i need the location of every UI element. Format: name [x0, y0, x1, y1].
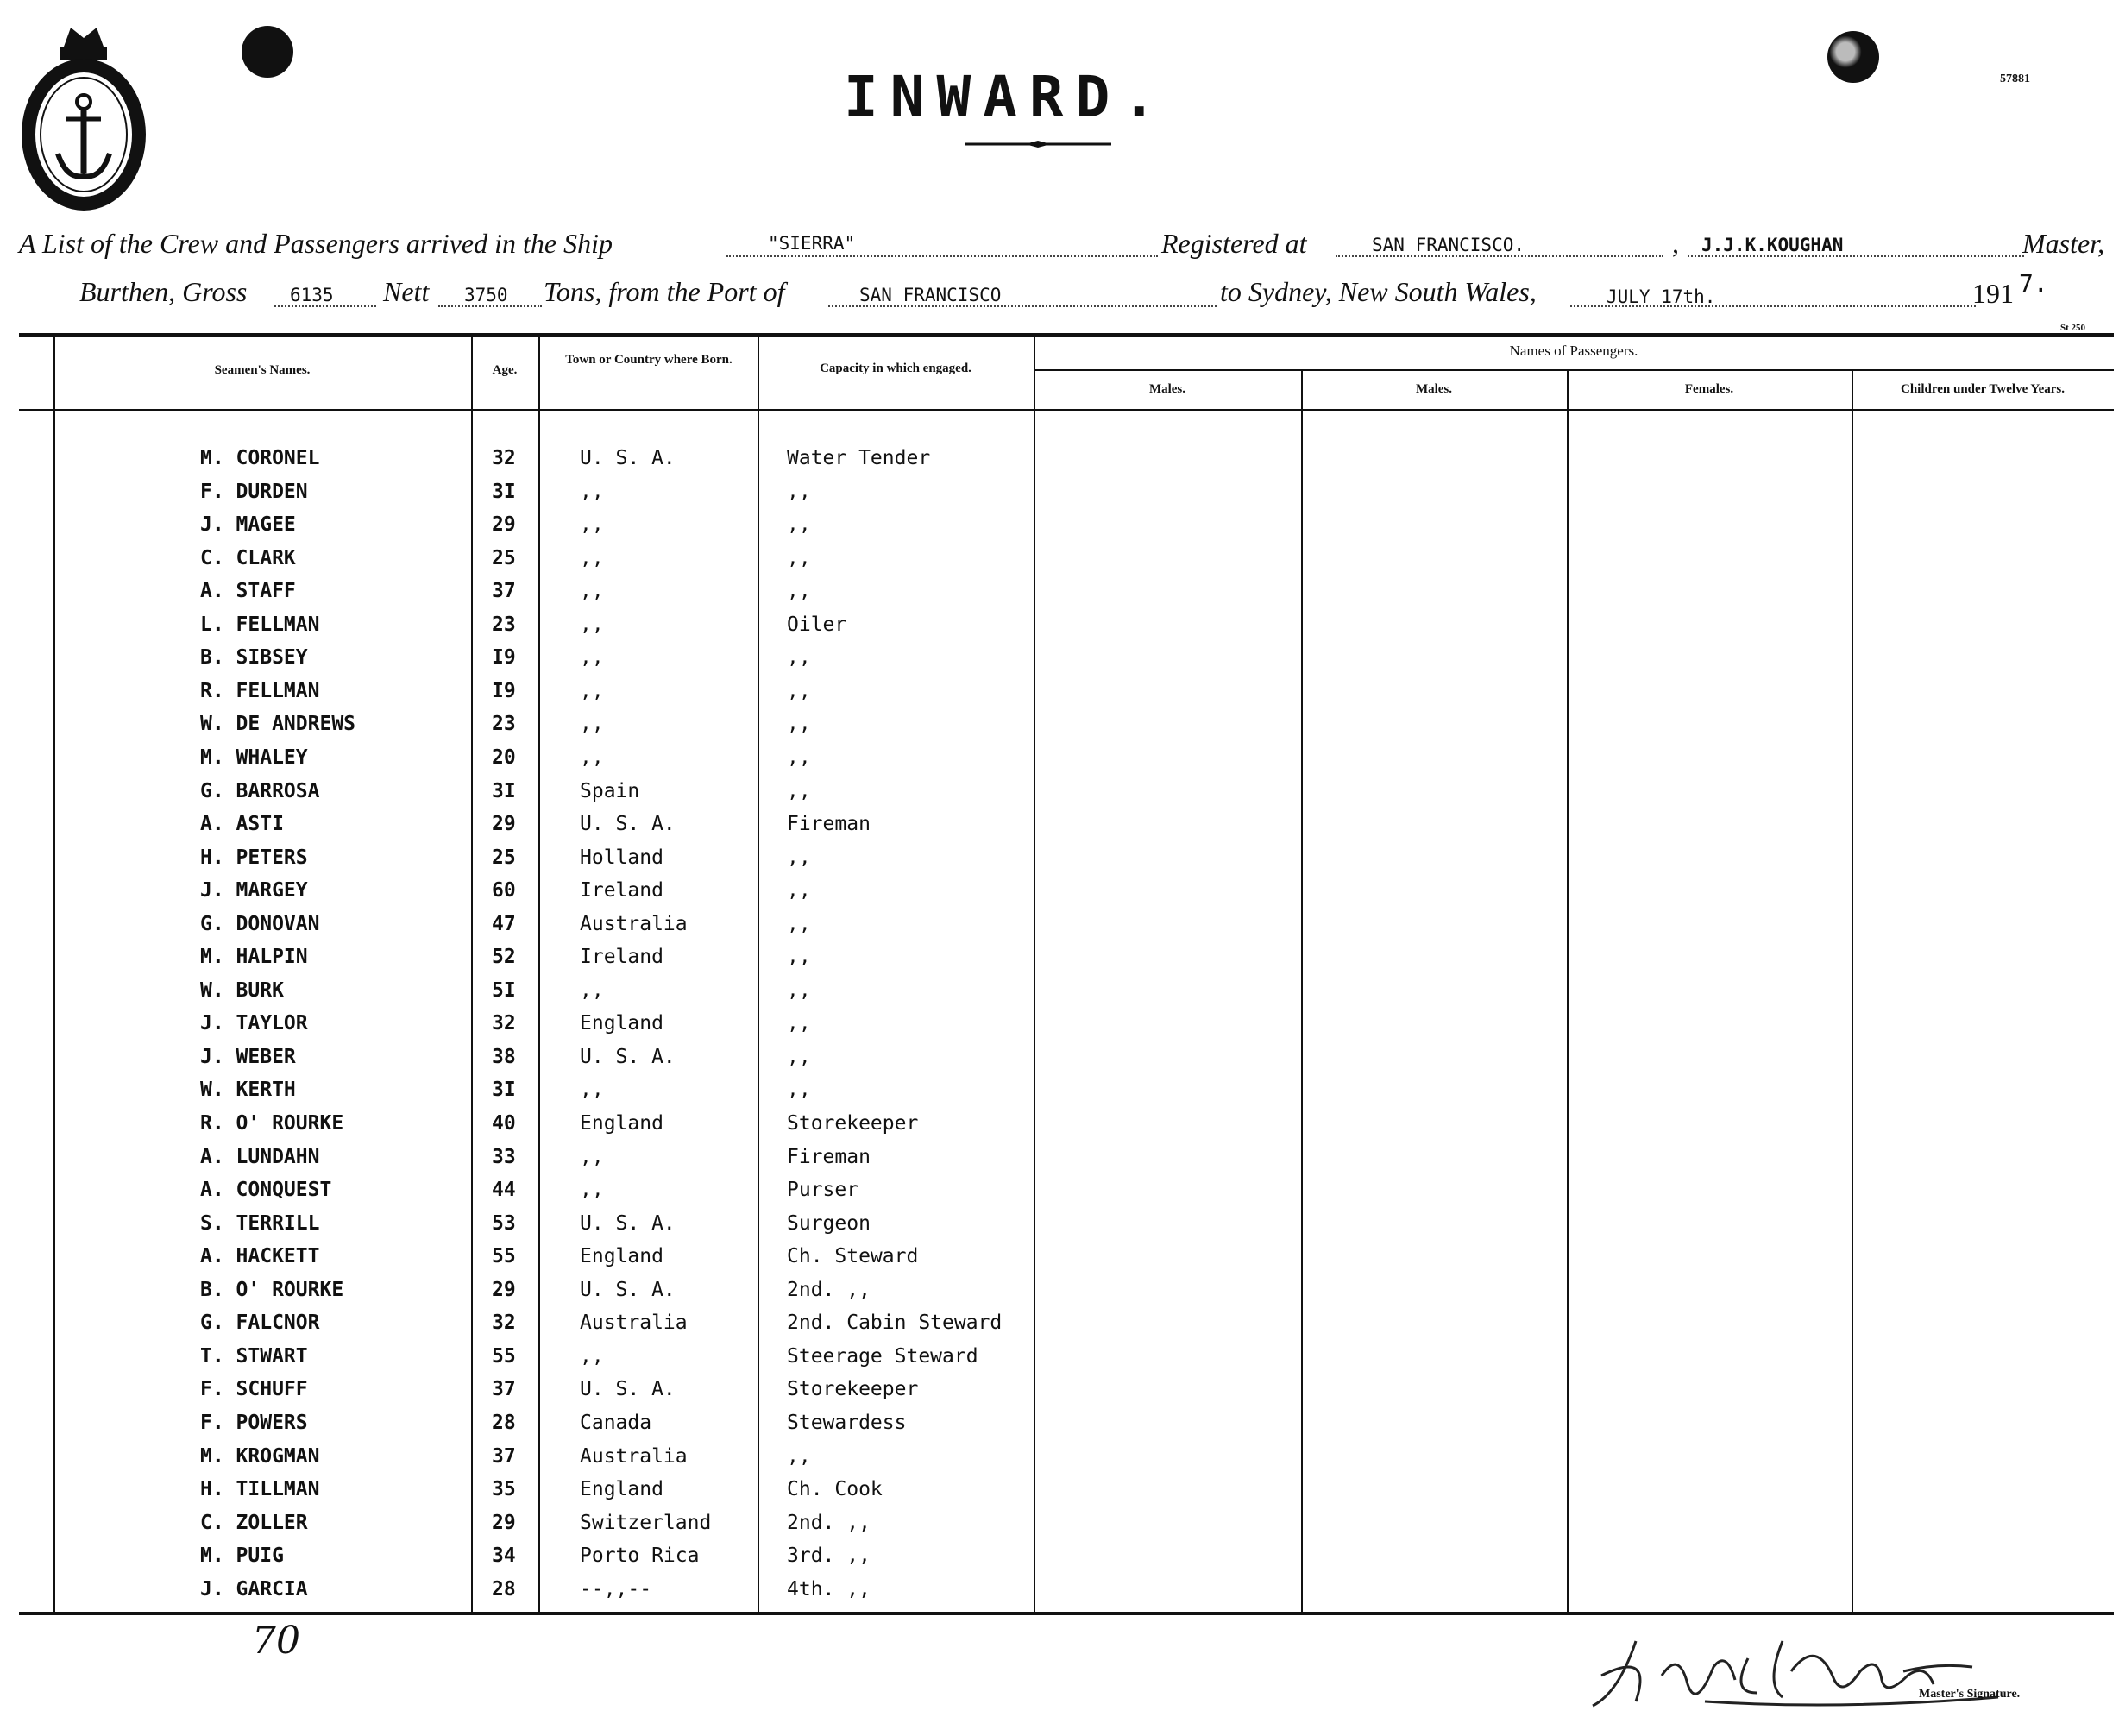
crew-born: ,,: [580, 713, 604, 735]
crew-age: 3I: [492, 481, 516, 503]
nett-label: Nett: [383, 276, 430, 307]
crew-name: J. WEBER: [200, 1046, 296, 1068]
port-dotted-line: [1336, 255, 1663, 257]
crew-name: R. O' ROURKE: [200, 1112, 344, 1135]
crew-capacity: Storekeeper: [787, 1378, 919, 1400]
crew-capacity: 3rd. ,,: [787, 1544, 871, 1567]
crew-name: G. FALCNOR: [200, 1311, 320, 1334]
crew-capacity: 4th. ,,: [787, 1578, 871, 1601]
crew-age: 29: [492, 1512, 516, 1534]
crew-age: 37: [492, 580, 516, 602]
col-line-7: [1567, 371, 1569, 1613]
crew-capacity: ,,: [787, 780, 811, 802]
crew-age: 32: [492, 1311, 516, 1334]
header-children: Children under Twelve Years.: [1900, 382, 2065, 396]
col-line-5: [1034, 335, 1035, 1613]
header-males-1: Males.: [1148, 382, 1186, 396]
crew-name: F. DURDEN: [200, 481, 308, 503]
crew-age: 52: [492, 946, 516, 968]
crew-age: I9: [492, 646, 516, 669]
col-line-8: [1852, 371, 1853, 1613]
crew-age: 47: [492, 913, 516, 935]
col-line-6: [1301, 371, 1303, 1613]
crew-name: A. CONQUEST: [200, 1179, 332, 1201]
crew-age: 23: [492, 713, 516, 735]
crew-born: England: [580, 1112, 663, 1135]
title-ornament: [965, 136, 1111, 142]
header-age: Age.: [492, 363, 518, 377]
crew-born: Australia: [580, 1311, 688, 1334]
crew-name: C. ZOLLER: [200, 1512, 308, 1534]
crew-born: ,,: [580, 613, 604, 636]
signature-scribble: [1584, 1624, 2033, 1719]
crew-name: H. TILLMAN: [200, 1478, 320, 1500]
crew-age: 32: [492, 1012, 516, 1035]
header-seamens-names: Seamen's Names.: [214, 363, 311, 377]
crew-capacity: ,,: [787, 913, 811, 935]
col-line-2: [471, 335, 473, 1613]
crew-name: W. KERTH: [200, 1079, 296, 1101]
crew-name: M. WHALEY: [200, 746, 308, 769]
crew-born: U. S. A.: [580, 1279, 676, 1301]
masters-signature-label: Master's Signature.: [1919, 1688, 2021, 1701]
year-suffix: 7.: [2019, 269, 2048, 298]
crew-age: 25: [492, 547, 516, 569]
crew-name: S. TERRILL: [200, 1212, 320, 1235]
master-signature: [1584, 1624, 2033, 1719]
crew-capacity: Storekeeper: [787, 1112, 919, 1135]
crew-born: ,,: [580, 1345, 604, 1368]
registered-label: Registered at: [1161, 228, 1307, 259]
punch-hole-left: [242, 26, 293, 78]
crew-capacity: ,,: [787, 979, 811, 1002]
crew-age: 60: [492, 879, 516, 902]
intro-line1-prefix: A List of the Crew and Passengers arrived in the Ship: [19, 228, 613, 259]
crew-capacity: Ch. Steward: [787, 1245, 919, 1267]
crew-name: J. GARCIA: [200, 1578, 308, 1601]
crew-capacity: 2nd. ,,: [787, 1279, 871, 1301]
crew-capacity: ,,: [787, 1012, 811, 1035]
crew-capacity: Fireman: [787, 813, 871, 835]
crew-capacity: ,,: [787, 879, 811, 902]
crew-born: ,,: [580, 1179, 604, 1201]
crew-born: ,,: [580, 481, 604, 503]
to-sydney-label: to Sydney, New South Wales,: [1220, 276, 1537, 307]
crew-name: A. HACKETT: [200, 1245, 320, 1267]
from-port-dotted-line: [828, 305, 1217, 307]
crew-capacity: ,,: [787, 547, 811, 569]
crew-name: C. CLARK: [200, 547, 296, 569]
crew-capacity: Surgeon: [787, 1212, 871, 1235]
crew-age: 32: [492, 447, 516, 469]
crew-born: Canada: [580, 1412, 652, 1434]
crew-name: F. POWERS: [200, 1412, 308, 1434]
crew-born: U. S. A.: [580, 1046, 676, 1068]
crew-capacity: Steerage Steward: [787, 1345, 978, 1368]
crew-born: U. S. A.: [580, 813, 676, 835]
ship-name: "SIERRA": [768, 233, 856, 254]
punch-hole-right: [1827, 31, 1879, 83]
crew-born: ,,: [580, 680, 604, 702]
crew-capacity: Oiler: [787, 613, 847, 636]
header-capacity: Capacity in which engaged.: [820, 362, 971, 375]
crew-capacity: ,,: [787, 481, 811, 503]
crew-name: J. MARGEY: [200, 879, 308, 902]
header-names-of-passengers: Names of Passengers.: [1509, 343, 1638, 359]
crew-born: --,,--: [580, 1578, 652, 1601]
col-line-3: [538, 335, 540, 1613]
crew-capacity: ,,: [787, 846, 811, 869]
crew-age: 29: [492, 1279, 516, 1301]
crew-name: A. LUNDAHN: [200, 1146, 320, 1168]
crew-capacity: ,,: [787, 946, 811, 968]
crew-born: England: [580, 1478, 663, 1500]
crew-name: B. O' ROURKE: [200, 1279, 344, 1301]
reference-number: 57881: [2000, 72, 2030, 85]
crew-born: Ireland: [580, 879, 663, 902]
crew-name: G. DONOVAN: [200, 913, 320, 935]
crew-born: U. S. A.: [580, 1212, 676, 1235]
crew-age: 44: [492, 1179, 516, 1201]
table-top-rule: [19, 333, 2114, 337]
crew-born: England: [580, 1245, 663, 1267]
gross-dotted-line: [274, 305, 376, 307]
crew-name: G. BARROSA: [200, 780, 320, 802]
crew-born: ,,: [580, 547, 604, 569]
crew-capacity: ,,: [787, 1445, 811, 1468]
crew-age: 5I: [492, 979, 516, 1002]
crew-age: 53: [492, 1212, 516, 1235]
gross-tons: 6135: [290, 285, 334, 305]
nett-tons: 3750: [464, 285, 508, 305]
crew-capacity: ,,: [787, 1046, 811, 1068]
crew-name: M. CORONEL: [200, 447, 320, 469]
crew-capacity: Stewardess: [787, 1412, 907, 1434]
col-line-4: [758, 335, 759, 1613]
master-name: J.J.K.KOUGHAN: [1701, 235, 1844, 255]
crew-age: 29: [492, 513, 516, 536]
header-born: Town or Country where Born.: [565, 353, 733, 367]
crew-name: W. BURK: [200, 979, 284, 1002]
crew-born: ,,: [580, 979, 604, 1002]
tons-from-label: Tons, from the Port of: [544, 276, 785, 307]
crew-age: 23: [492, 613, 516, 636]
crew-born: ,,: [580, 1079, 604, 1101]
crew-born: ,,: [580, 746, 604, 769]
crew-age: 35: [492, 1478, 516, 1500]
form-code: St 250: [2060, 323, 2086, 333]
crew-age: 3I: [492, 1079, 516, 1101]
crew-capacity: Ch. Cook: [787, 1478, 883, 1500]
crew-age: 40: [492, 1112, 516, 1135]
page-title: INWARD.: [844, 64, 1169, 130]
crew-capacity: 2nd. Cabin Steward: [787, 1311, 1003, 1334]
svg-text:John J K Koughan: John J K Koughan: [1593, 1624, 1608, 1625]
header-bottom-rule: [19, 409, 2114, 411]
crew-age: 25: [492, 846, 516, 869]
crew-capacity: Fireman: [787, 1146, 871, 1168]
crew-capacity: ,,: [787, 513, 811, 536]
crew-age: 34: [492, 1544, 516, 1567]
total-note: 70: [252, 1619, 300, 1663]
comma: ,: [1672, 228, 1679, 259]
crew-born: U. S. A.: [580, 447, 676, 469]
crew-age: 3I: [492, 780, 516, 802]
crew-name: H. PETERS: [200, 846, 308, 869]
crew-age: 28: [492, 1578, 516, 1601]
crew-born: England: [580, 1012, 663, 1035]
crew-name: J. MAGEE: [200, 513, 296, 536]
arrival-date: JULY 17th.: [1607, 286, 1716, 307]
crew-name: M. PUIG: [200, 1544, 284, 1567]
master-dotted-line: [1688, 255, 2024, 257]
crew-age: 55: [492, 1345, 516, 1368]
crew-name: L. FELLMAN: [200, 613, 320, 636]
master-label: Master,: [2022, 228, 2105, 259]
crew-born: Switzerland: [580, 1512, 712, 1534]
crew-name: B. SIBSEY: [200, 646, 308, 669]
crew-capacity: ,,: [787, 680, 811, 702]
crew-capacity: ,,: [787, 713, 811, 735]
crew-born: U. S. A.: [580, 1378, 676, 1400]
passengers-sub-rule: [1035, 369, 2114, 371]
crew-name: M. KROGMAN: [200, 1445, 320, 1468]
crew-name: A. ASTI: [200, 813, 284, 835]
ship-dotted-line: [726, 255, 1158, 257]
header-males-2: Males.: [1415, 382, 1453, 396]
crew-born: ,,: [580, 580, 604, 602]
crew-born: Australia: [580, 913, 688, 935]
crew-capacity: ,,: [787, 646, 811, 669]
from-port: SAN FRANCISCO: [859, 285, 1002, 305]
crew-age: I9: [492, 680, 516, 702]
crew-name: T. STWART: [200, 1345, 308, 1368]
table-bottom-rule: [19, 1612, 2114, 1615]
burthen-label: Burthen, Gross: [79, 276, 248, 307]
crew-name: R. FELLMAN: [200, 680, 320, 702]
crew-capacity: 2nd. ,,: [787, 1512, 871, 1534]
crew-born: Porto Rica: [580, 1544, 700, 1567]
crew-born: Australia: [580, 1445, 688, 1468]
year-prefix: 191: [1972, 278, 2014, 309]
crew-age: 38: [492, 1046, 516, 1068]
shipping-masters-seal: [19, 16, 148, 214]
crew-born: ,,: [580, 646, 604, 669]
col-line-1: [53, 335, 55, 1613]
crew-born: Ireland: [580, 946, 663, 968]
nett-dotted-line: [438, 305, 542, 307]
anchor-seal-icon: [19, 16, 148, 214]
crew-name: F. SCHUFF: [200, 1378, 308, 1400]
crew-born: ,,: [580, 513, 604, 536]
header-females: Females.: [1684, 382, 1734, 396]
crew-capacity: Purser: [787, 1179, 859, 1201]
crew-age: 37: [492, 1378, 516, 1400]
registered-port: SAN FRANCISCO.: [1372, 235, 1525, 255]
crew-name: W. DE ANDREWS: [200, 713, 356, 735]
crew-capacity: Water Tender: [787, 447, 931, 469]
crew-name: J. TAYLOR: [200, 1012, 308, 1035]
crew-born: Spain: [580, 780, 640, 802]
crew-capacity: ,,: [787, 1079, 811, 1101]
crew-age: 29: [492, 813, 516, 835]
crew-age: 33: [492, 1146, 516, 1168]
crew-age: 20: [492, 746, 516, 769]
crew-capacity: ,,: [787, 746, 811, 769]
crew-name: M. HALPIN: [200, 946, 308, 968]
crew-born: ,,: [580, 1146, 604, 1168]
crew-age: 37: [492, 1445, 516, 1468]
crew-capacity: ,,: [787, 580, 811, 602]
crew-name: A. STAFF: [200, 580, 296, 602]
crew-age: 55: [492, 1245, 516, 1267]
crew-age: 28: [492, 1412, 516, 1434]
crew-born: Holland: [580, 846, 663, 869]
